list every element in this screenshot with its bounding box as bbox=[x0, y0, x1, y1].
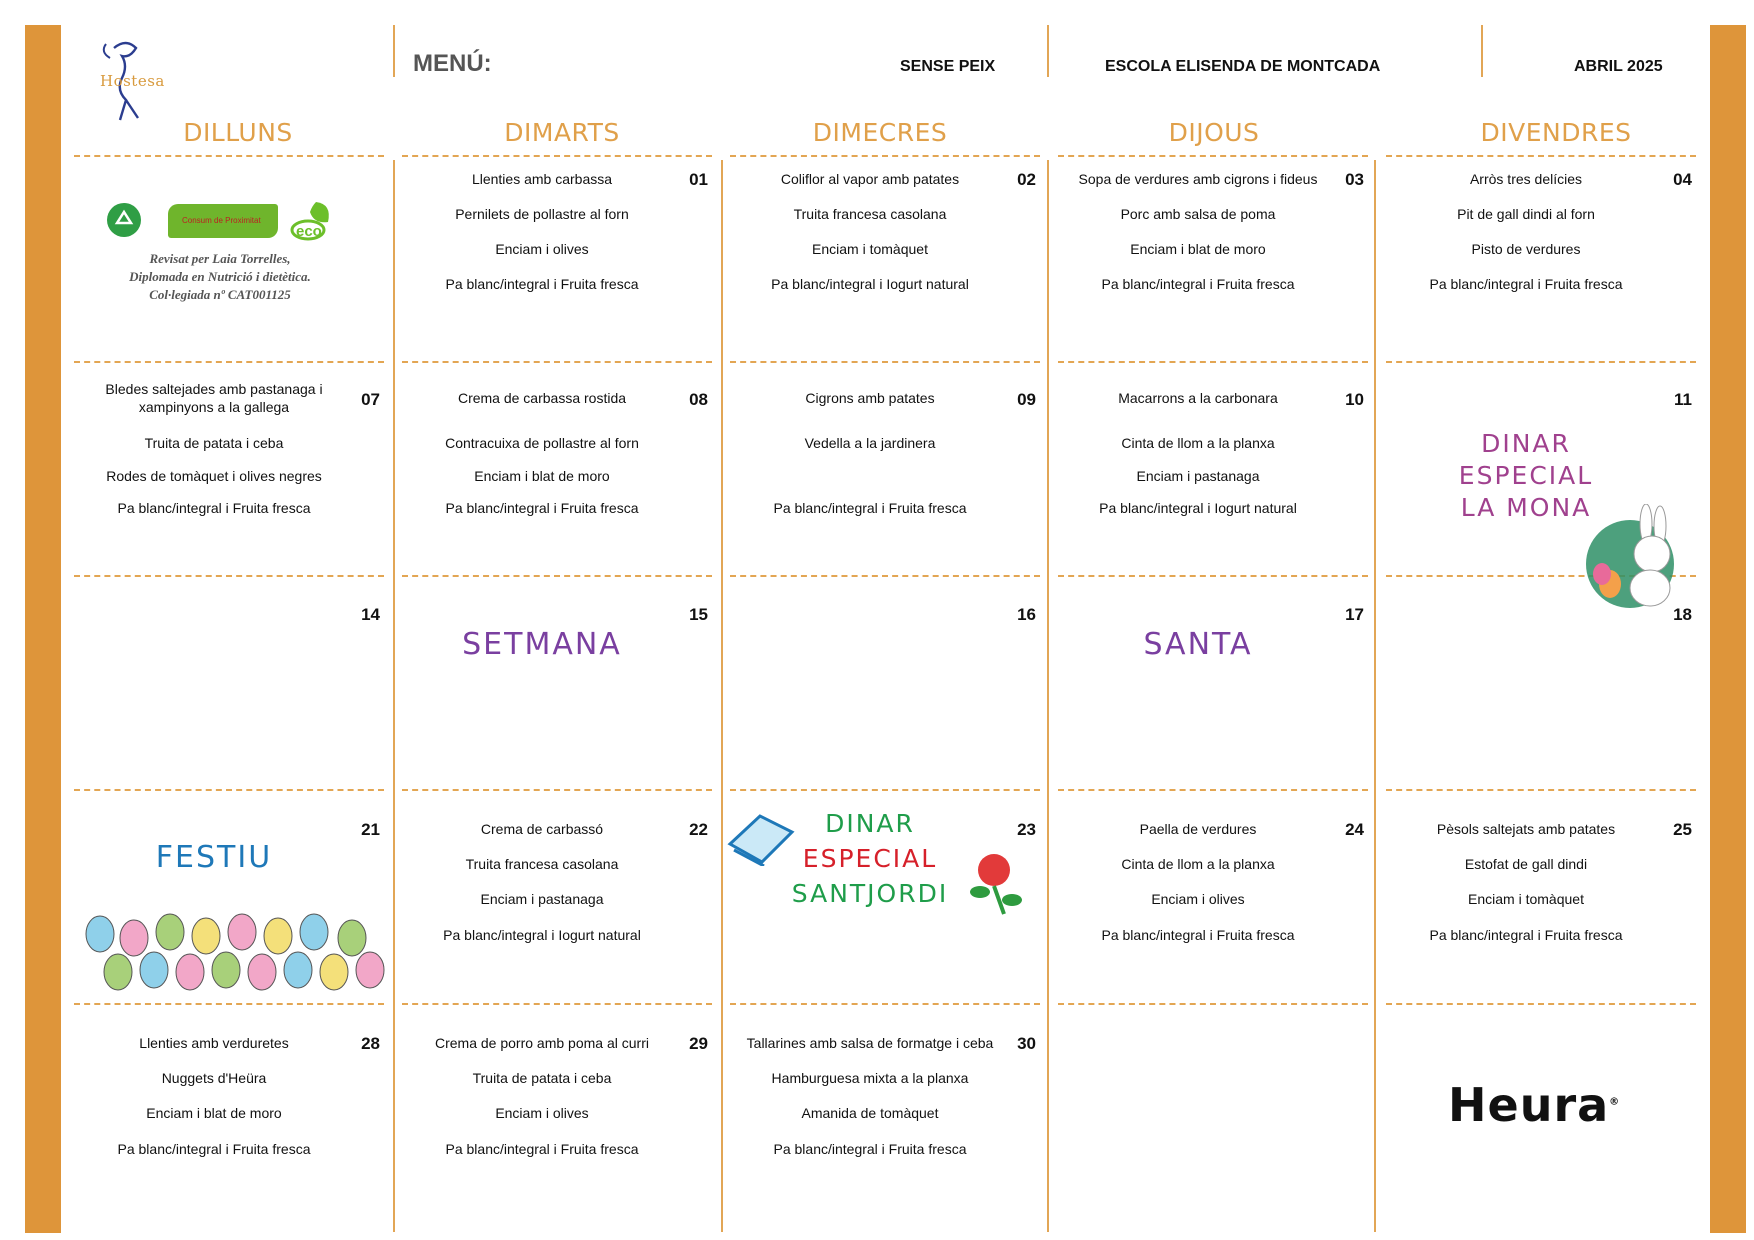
dish-side: Enciam i pastanaga bbox=[480, 891, 604, 907]
right-accent-bar bbox=[1710, 25, 1746, 1233]
dish-side: Enciam i tomàquet bbox=[1468, 891, 1584, 907]
dish-dessert: Pa blanc/integral i Fruita fresca bbox=[445, 500, 639, 516]
day-cell-15 bbox=[402, 595, 728, 809]
dish-second: Pernilets de pollastre al forn bbox=[455, 206, 629, 222]
dish-first: Crema de porro amb poma al curri bbox=[435, 1035, 649, 1051]
heura-logo-text: Heura bbox=[1448, 1078, 1610, 1132]
dish-first: Cigrons amb patates bbox=[805, 390, 935, 406]
book-icon bbox=[726, 812, 796, 866]
dish-second: Cinta de llom a la planxa bbox=[1121, 435, 1275, 451]
eco-icon bbox=[288, 198, 332, 242]
review-note bbox=[100, 250, 340, 304]
month-label: ABRIL 2025 bbox=[1574, 58, 1663, 75]
dish-second: Estofat de gall dindi bbox=[1464, 856, 1588, 872]
day-number: 11 bbox=[1674, 390, 1692, 409]
day-cell-29 bbox=[402, 1024, 728, 1238]
day-number: 16 bbox=[1017, 605, 1036, 624]
dish-dessert: Pa blanc/integral i Fruita fresca bbox=[773, 500, 967, 516]
dish-second: Pit de gall dindi al forn bbox=[1457, 206, 1595, 222]
dish-first: Paella de verdures bbox=[1139, 821, 1257, 837]
day-cell-01 bbox=[402, 160, 728, 374]
dish-side: Enciam i pastanaga bbox=[1136, 468, 1260, 484]
dish-first: Sopa de verdures amb cigrons i fideus bbox=[1078, 171, 1318, 187]
special-setmana: SETMANA bbox=[462, 627, 622, 662]
dish-side: Enciam i olives bbox=[495, 1105, 589, 1121]
dish-dessert: Pa blanc/integral i Fruita fresca bbox=[1429, 276, 1623, 292]
special-line: SANTJORDI bbox=[791, 879, 949, 908]
dish-second: Nuggets d'Heüra bbox=[161, 1070, 267, 1086]
dish-second: Vedella a la jardinera bbox=[804, 435, 936, 451]
dish-second: Truita de patata i ceba bbox=[472, 1070, 612, 1086]
dish-dessert: Pa blanc/integral i Fruita fresca bbox=[445, 276, 639, 292]
day-number: 01 bbox=[689, 170, 708, 189]
day-header-monday: DILLUNS bbox=[183, 118, 293, 147]
dish-side: Enciam i tomàquet bbox=[812, 241, 928, 257]
review-line-1: Revisat per Laia Torrelles, bbox=[149, 251, 291, 266]
day-cell-09 bbox=[730, 380, 1056, 594]
day-cell-03 bbox=[1058, 160, 1384, 374]
dish-first: Coliflor al vapor amb patates bbox=[780, 171, 960, 187]
day-cell-30 bbox=[730, 1024, 1056, 1238]
dish-side: Enciam i blat de moro bbox=[1130, 241, 1266, 257]
heura-trademark: ® bbox=[1609, 1096, 1621, 1108]
dish-first: Macarrons a la carbonara bbox=[1118, 390, 1278, 406]
dish-dessert: Pa blanc/integral i Iogurt natural bbox=[443, 927, 641, 943]
dish-first: Llenties amb carbassa bbox=[471, 171, 613, 187]
dish-side: Enciam i olives bbox=[1151, 891, 1245, 907]
dish-dessert: Pa blanc/integral i Fruita fresca bbox=[773, 1141, 967, 1157]
dish-side: Enciam i blat de moro bbox=[474, 468, 610, 484]
day-cell-17 bbox=[1058, 595, 1384, 809]
dish-second: Truita francesa casolana bbox=[465, 856, 619, 872]
school-name: ESCOLA ELISENDA DE MONTCADA bbox=[1105, 58, 1381, 75]
menu-label: MENÚ: bbox=[413, 50, 492, 77]
day-number: 23 bbox=[1017, 820, 1036, 839]
day-cell-18 bbox=[1386, 595, 1712, 809]
proximity-badge-text: Consum de Proximitat bbox=[182, 216, 261, 225]
day-cell-25 bbox=[1386, 810, 1712, 1024]
special-line: LA MONA bbox=[1460, 493, 1592, 522]
dish-side: Enciam i olives bbox=[495, 241, 589, 257]
day-number: 15 bbox=[689, 605, 708, 624]
day-cell-04 bbox=[1386, 160, 1712, 374]
dish-side: Pisto de verdures bbox=[1471, 241, 1581, 257]
recycle-icon bbox=[104, 202, 144, 238]
dish-side: Enciam i blat de moro bbox=[146, 1105, 282, 1121]
header-separator bbox=[393, 25, 395, 77]
dish-side: Rodes de tomàquet i olives negres bbox=[106, 468, 322, 484]
day-number: 21 bbox=[361, 820, 380, 839]
dish-first: Crema de carbassa rostida bbox=[457, 390, 627, 406]
dish-second: Truita de patata i ceba bbox=[144, 435, 284, 451]
day-number: 10 bbox=[1345, 390, 1364, 409]
special-line: DINAR bbox=[825, 809, 915, 838]
day-header-wednesday: DIMECRES bbox=[812, 118, 948, 147]
dish-second: Cinta de llom a la planxa bbox=[1121, 856, 1275, 872]
special-santa: SANTA bbox=[1143, 627, 1253, 662]
day-number: 02 bbox=[1017, 170, 1036, 189]
review-line-3: Col·legiada nº CAT001125 bbox=[149, 287, 291, 302]
day-number: 22 bbox=[689, 820, 708, 839]
dish-first: Tallarines amb salsa de formatge i ceba bbox=[746, 1035, 994, 1051]
day-header-tuesday: DIMARTS bbox=[504, 118, 620, 147]
day-cell-28 bbox=[74, 1024, 400, 1238]
dish-dessert: Pa blanc/integral i Fruita fresca bbox=[1101, 276, 1295, 292]
dish-dessert: Pa blanc/integral i Fruita fresca bbox=[445, 1141, 639, 1157]
day-number: 14 bbox=[361, 605, 380, 624]
header-separator bbox=[1481, 25, 1483, 77]
dish-dessert: Pa blanc/integral i Iogurt natural bbox=[1099, 500, 1297, 516]
day-number: 29 bbox=[689, 1034, 708, 1053]
logo-word: Hostesa bbox=[100, 72, 165, 90]
dish-first: Arròs tres delícies bbox=[1469, 171, 1583, 187]
header-separator bbox=[1047, 25, 1049, 77]
day-number: 30 bbox=[1017, 1034, 1036, 1053]
dish-first: Crema de carbassó bbox=[480, 821, 604, 837]
day-number: 28 bbox=[361, 1034, 380, 1053]
special-line: ESPECIAL bbox=[802, 844, 938, 873]
proximity-badge bbox=[168, 204, 278, 238]
diet-label: SENSE PEIX bbox=[900, 58, 996, 75]
review-line-2: Diplomada en Nutrició i dietètica. bbox=[129, 269, 311, 284]
dish-dessert: Pa blanc/integral i Fruita fresca bbox=[117, 1141, 311, 1157]
rose-icon bbox=[968, 850, 1026, 918]
left-accent-bar bbox=[25, 25, 61, 1233]
day-number: 04 bbox=[1673, 170, 1692, 189]
day-header-friday: DIVENDRES bbox=[1480, 118, 1632, 147]
day-cell-02 bbox=[730, 160, 1056, 374]
dish-first: Pèsols saltejats amb patates bbox=[1436, 821, 1616, 837]
day-number: 24 bbox=[1345, 820, 1364, 839]
day-number: 09 bbox=[1017, 390, 1036, 409]
dish-first: Llenties amb verduretes bbox=[139, 1035, 289, 1051]
eco-text: eco bbox=[296, 223, 322, 240]
day-cell-10 bbox=[1058, 380, 1384, 594]
dish-dessert: Pa blanc/integral i Iogurt natural bbox=[771, 276, 969, 292]
special-festiu: FESTIU bbox=[155, 840, 273, 875]
dish-first: Bledes saltejades amb pastanaga i xampinyons a la gallega bbox=[105, 381, 323, 415]
heura-logo bbox=[1448, 1078, 1620, 1132]
day-cell-07 bbox=[74, 380, 400, 594]
day-cell-24 bbox=[1058, 810, 1384, 1024]
day-cell-22 bbox=[402, 810, 728, 1024]
day-number: 08 bbox=[689, 390, 708, 409]
day-number: 25 bbox=[1673, 820, 1692, 839]
dish-dessert: Pa blanc/integral i Fruita fresca bbox=[1101, 927, 1295, 943]
day-number: 07 bbox=[361, 390, 380, 409]
dish-second: Truita francesa casolana bbox=[793, 206, 947, 222]
dish-second: Hamburguesa mixta a la planxa bbox=[771, 1070, 969, 1086]
special-line: DINAR bbox=[1481, 429, 1571, 458]
dish-second: Contracuixa de pollastre al forn bbox=[445, 435, 639, 451]
easter-eggs-icon bbox=[82, 912, 388, 994]
day-number: 03 bbox=[1345, 170, 1364, 189]
dish-side: Amanida de tomàquet bbox=[801, 1105, 939, 1121]
dish-dessert: Pa blanc/integral i Fruita fresca bbox=[1429, 927, 1623, 943]
day-number: 17 bbox=[1345, 605, 1364, 624]
dish-second: Porc amb salsa de poma bbox=[1120, 206, 1276, 222]
day-cell-14 bbox=[74, 595, 400, 809]
day-number: 18 bbox=[1673, 605, 1692, 624]
day-header-thursday: DIJOUS bbox=[1168, 118, 1260, 147]
special-line: ESPECIAL bbox=[1458, 461, 1594, 490]
dish-dessert: Pa blanc/integral i Fruita fresca bbox=[117, 500, 311, 516]
day-cell-08 bbox=[402, 380, 728, 594]
day-cell-16 bbox=[730, 595, 1056, 809]
